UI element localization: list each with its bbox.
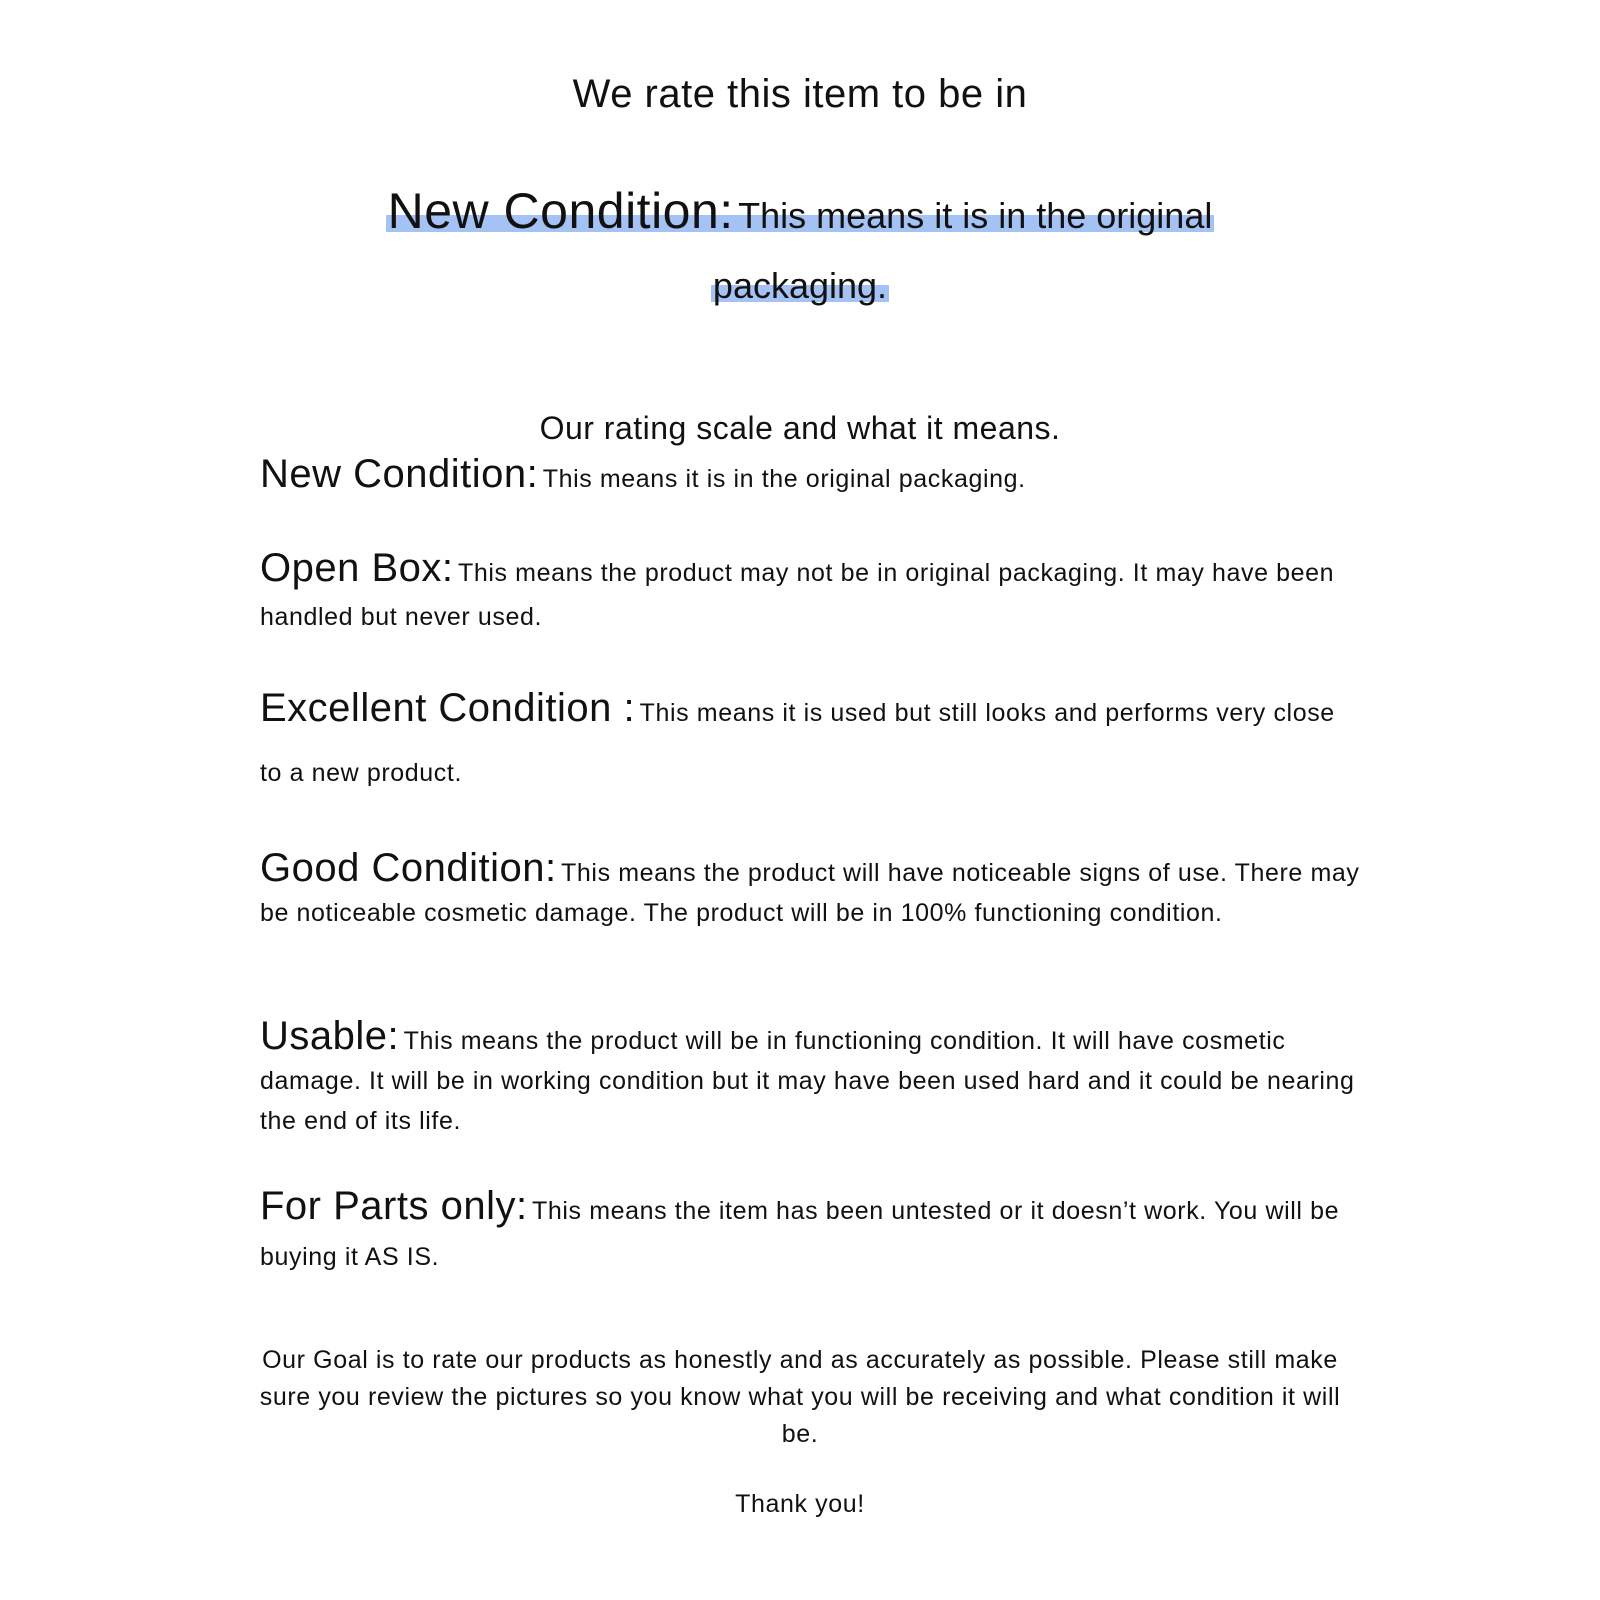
rating-description: This means it is in the original packaging. xyxy=(542,465,1026,493)
rating-label: Good Condition: xyxy=(260,846,557,890)
intro-heading: We rate this item to be in xyxy=(572,72,1028,116)
rating-description: This means the product will have noticeable signs of use. There may be noticeable cosmetic damage. The product will be in 100% functioning condition. xyxy=(260,859,1360,927)
rating-entry-for-parts xyxy=(260,1185,1360,1282)
rating-entry-excellent xyxy=(260,680,1360,805)
thank-you-note: Thank you! xyxy=(735,1490,865,1518)
rating-entry-good xyxy=(260,846,1360,935)
rating-description: This means the product will be in functioning condition. It will have cosmetic damage. It will be in working condition but it may have been used hard and it could be nearing the end of its life. xyxy=(260,1027,1355,1135)
rating-entry-new xyxy=(260,452,1360,505)
rating-description: This means the item has been untested or it doesn’t work. You will be buying it AS IS. xyxy=(260,1197,1340,1271)
current-rating xyxy=(300,180,1300,325)
goal-statement: Our Goal is to rate our products as honestly and as accurately as possible. Please still make sure you review the pictures so you know what you will be receiving and what condition it will be. xyxy=(259,1346,1341,1448)
current-rating-highlight xyxy=(386,183,1215,306)
rating-label: Open Box: xyxy=(260,546,454,590)
current-rating-description: This means it is in the original packaging. xyxy=(712,195,1213,306)
current-rating-label: New Condition: xyxy=(387,183,734,239)
rating-entry-usable xyxy=(260,1014,1360,1143)
rating-label: Usable: xyxy=(260,1014,400,1058)
rating-description: This means it is used but still looks and performs very close to a new product. xyxy=(260,699,1335,787)
rating-label: New Condition: xyxy=(260,452,539,496)
rating-entry-open-box xyxy=(260,548,1360,641)
rating-label: For Parts only: xyxy=(260,1184,528,1228)
rating-scale-title: Our rating scale and what it means. xyxy=(539,410,1061,446)
rating-description: This means the product may not be in original packaging. It may have been handled but never used. xyxy=(260,559,1335,631)
rating-label: Excellent Condition : xyxy=(260,686,636,730)
